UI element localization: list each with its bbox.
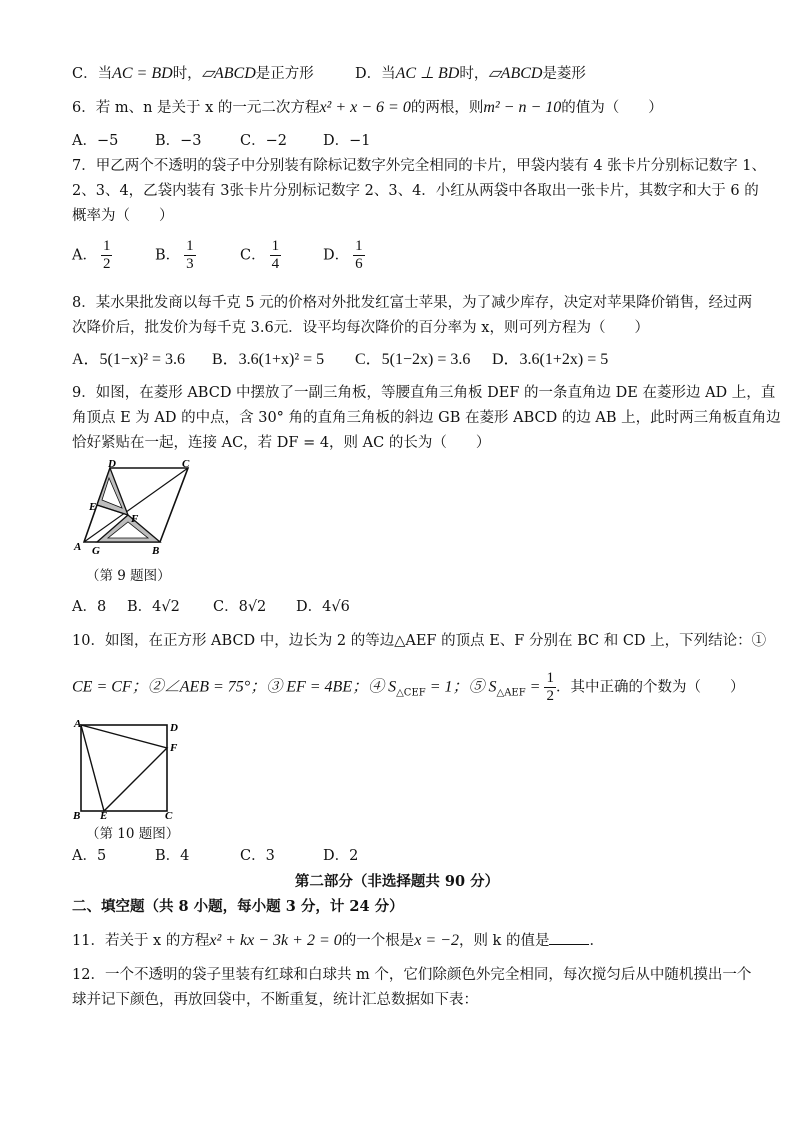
q7-option-d: D． $\frac{1}{6}$ <box>323 238 363 272</box>
section-fill-blank: 二、填空题（共 8 小题，每小题 3 分，计 24 分） <box>72 898 404 915</box>
q9-option-b: B．4√2 <box>127 599 180 615</box>
q10-line1: 10．如图，在正方形 ABCD 中，边长为 2 的等边△AEF 的顶点 E、F 分别在 BC 和 CD 上，下列结论：① <box>72 633 767 649</box>
q7-line3: 概率为（ ） <box>72 208 174 224</box>
q12-line2: 球并记下颜色，再放回袋中，不断重复，统计汇总数据如下表： <box>72 992 478 1008</box>
q9-line2: 角顶点 E 为 AD 的中点，含 30° 角的直角三角板的斜边 GB 在菱形 ABCD 的边 AB 上，此时两三角板直角边 <box>72 410 781 426</box>
q8-line2: 次降价后，批发价为每千克 3.6元．设平均每次降价的百分率为 x，则可列方程为（ ） <box>72 320 649 336</box>
q9-option-c: C．8√2 <box>213 599 267 615</box>
q6-stem: 6．若 m、n 是关于 x 的一元二次方程x² + x − 6 = 0的两根，则m² − n − 10的值为（ ） <box>72 99 663 116</box>
q9-caption: （第 9 题图） <box>86 568 171 584</box>
q9-option-d: D．4√6 <box>296 599 350 615</box>
q5-option-d: D．当AC ⊥ BD时，▱ABCD是菱形 <box>355 65 586 82</box>
q6-option-c: C．−2 <box>240 133 287 149</box>
q9-label-f: F <box>131 513 139 525</box>
q6-option-b: B．−3 <box>155 133 202 149</box>
q10-option-b: B．4 <box>155 848 190 864</box>
q10-option-c: C．3 <box>240 848 275 864</box>
q9-line3: 恰好紧贴在一起，连接 AC，若 DF = 4，则 AC 的长为（ ） <box>72 435 491 451</box>
q6-option-a: A．−5 <box>72 133 119 149</box>
q8-line1: 8．某水果批发商以每千克 5 元的价格对外批发红富士苹果，为了减少库存，决定对苹果降价销售，经过两 <box>72 295 753 311</box>
q7-option-b: B． $\frac{1}{3}$ <box>155 238 194 272</box>
q9-option-a: A．8 <box>72 599 107 615</box>
q7-option-c: C． $\frac{1}{4}$ <box>240 238 280 272</box>
q9-label-g: G <box>92 545 100 557</box>
q8-option-c: C．5(1−2x) = 3.6 <box>355 351 471 368</box>
q9-label-a: A <box>74 541 82 553</box>
q7-option-a: A． $\frac{1}{2}$ <box>72 238 111 272</box>
q10-figure-square <box>70 715 185 820</box>
q8-option-a: A．5(1−x)² = 3.6 <box>72 351 186 368</box>
q12-line1: 12．一个不透明的袋子里装有红球和白球共 m 个，它们除颜色外完全相同，每次搅匀后从中随机摸出一个 <box>72 967 752 983</box>
q10-label-c: C <box>165 810 173 820</box>
q11-stem: 11．若关于 x 的方程x² + kx − 3k + 2 = 0的一个根是x = −2，则 k 的值是 ． <box>72 932 604 949</box>
q5-option-c: C．当AC = BD时，▱ABCD是正方形 <box>72 65 314 82</box>
q8-option-b: B．3.6(1+x)² = 5 <box>212 351 325 368</box>
q10-line2: CE = CF；②∠AEB = 75°；③ EF = 4BE；④ $S_{\triangle CEF} = 1$；⑤ $S_{\triangle AEF}$ = $\frac{1}{2}$ ．其中正确的个数为（ ） <box>72 670 745 704</box>
q9-label-c: C <box>182 460 190 470</box>
q9-figure-rhombus <box>70 460 200 558</box>
q9-line1: 9．如图，在菱形 ABCD 中摆放了一副三角板，等腰直角三角板 DEF 的一条直角边 DE 在菱形边 AD 上，直 <box>72 385 776 401</box>
q11-answer-blank[interactable] <box>549 930 589 945</box>
q7-line2: 2、3、4，乙袋内装有 3张卡片分别标记数字 2、3、4．小红从两袋中各取出一张卡片，其数字和大于 6 的 <box>72 183 759 199</box>
q10-label-d: D <box>170 722 178 734</box>
q10-label-e: E <box>100 810 108 820</box>
part2-title: 第二部分（非选择题共 90 分） <box>294 873 500 890</box>
q10-option-a: A．5 <box>72 848 107 864</box>
q7-line1: 7．甲乙两个不透明的袋子中分别装有除标记数字外完全相同的卡片，甲袋内装有 4 张卡片分别标记数字 1、 <box>72 158 766 174</box>
q8-option-d: D．3.6(1+2x) = 5 <box>492 351 609 368</box>
q10-label-b: B <box>73 810 81 820</box>
q10-caption: （第 10 题图） <box>86 826 180 842</box>
q9-label-d: D <box>108 460 116 470</box>
q6-option-d: D．−1 <box>323 133 371 149</box>
q10-option-d: D．2 <box>323 848 359 864</box>
q10-label-a: A <box>74 718 82 730</box>
q9-label-e: E <box>89 501 97 513</box>
q10-label-f: F <box>170 742 178 754</box>
q9-label-b: B <box>152 545 160 557</box>
